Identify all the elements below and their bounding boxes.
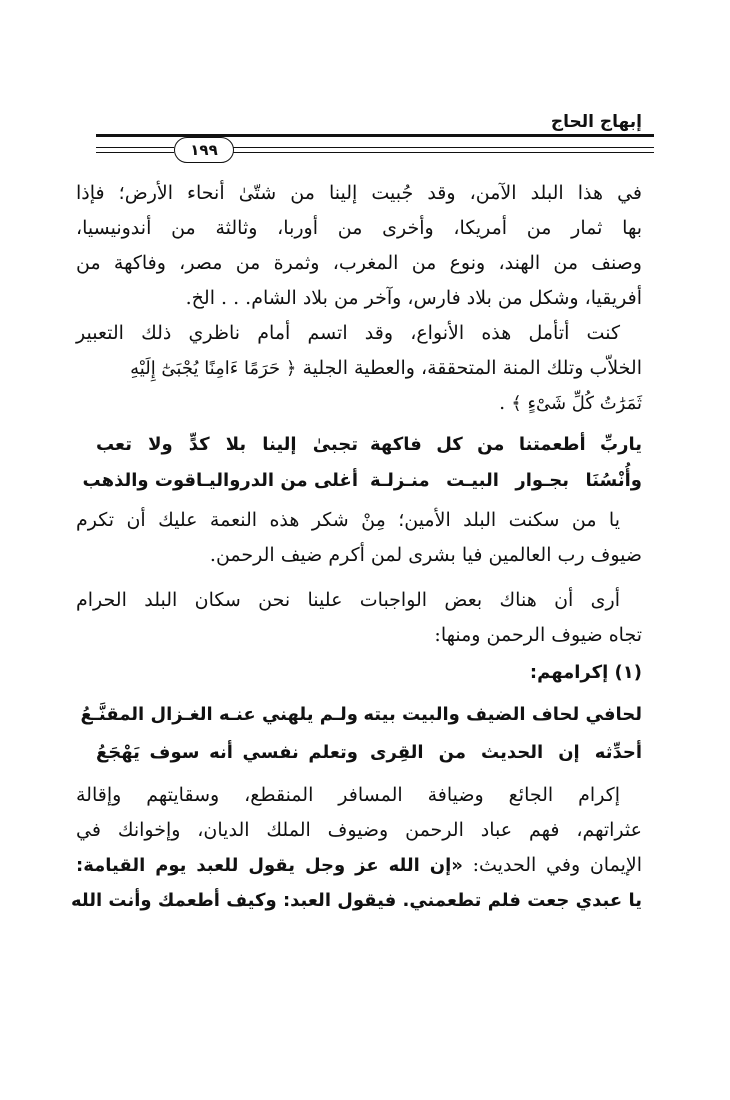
- hadith-quote-start: «إن الله عز وجل يقول للعبد يوم القيامة:: [76, 855, 463, 876]
- paragraph-1-line-2: بها ثمار من أمريكا، وأخرى من أوربا، وثالثة من أندونيسيا،: [76, 217, 642, 239]
- header-rule-thick: [96, 134, 654, 137]
- header-rule-right: [232, 147, 654, 153]
- paragraph-5-line-3: [76, 850, 642, 881]
- paragraph-5-text: الإيمان وفي الحديث:: [472, 854, 642, 876]
- header-rule-left: [96, 147, 174, 153]
- paragraph-3-line-2: ضيوف رب العالمين فيا بشرى لمن أكرم ضيف الرحمن.: [209, 544, 642, 566]
- paragraph-4-line-1: أرى أن هناك بعض الواجبات علينا نحن سكان البلد الحرام: [76, 589, 620, 611]
- paragraph-2-line-2: [130, 353, 642, 384]
- quran-verse-part-1: ﴿ حَرَمًا ءَامِنًا يُجْبَىٰٓ إِلَيْهِ: [130, 358, 297, 379]
- paragraph-5-line-2: عثراتهم، فهم عباد الرحمن وضيوف الملك الديان، وإخوانك في: [76, 819, 642, 841]
- paragraph-2-text: الخلاّب وتلك المنة المتحققة، والعطية الجلية: [302, 357, 642, 379]
- paragraph-1-line-3: وصنف من الهند، ونوع من المغرب، وثمرة من مصر، وفاكهة من: [76, 252, 642, 274]
- paragraph-5-line-4: يا عبدي جعت فلم تطعمني. فيقول العبد: وكيف أطعمك وأنت الله: [70, 890, 642, 911]
- poem-1-verse-1-right: ياربِّ أطعمتنا من كل فاكهة: [370, 434, 642, 455]
- paragraph-4-line-2: تجاه ضيوف الرحمن ومنها:: [434, 624, 642, 646]
- paragraph-1-line-1: في هذا البلد الآمن، وقد جُبيت إلينا من شتّىٰ أنحاء الأرض؛ فإذا: [76, 182, 642, 204]
- poem-2-verse-1-left: ولـم يلهني عنـه الغـزال المقنَّـعُ: [80, 704, 358, 725]
- paragraph-3-line-1: يا من سكنت البلد الأمين؛ مِنْ شكر هذه النعمة عليك أن تكرم: [76, 509, 620, 531]
- paragraph-2-line-3: [499, 388, 642, 419]
- poem-2-verse-1-right: لحافي لحاف الضيف والبيت بيته: [363, 704, 642, 725]
- poem-1-verse-1-left: تجبىٰ إلينا بلا كدٍّ ولا تعب: [96, 434, 358, 455]
- poem-1-verse-2-right: وأُنْسُنَا بجـوار البيـت منـزلـة: [370, 470, 642, 491]
- section-heading: (١) إكرامهم:: [529, 662, 642, 683]
- paragraph-2-line-1: كنت أتأمل هذه الأنواع، وقد اتسم أمام ناظري ذلك التعبير: [76, 322, 620, 344]
- poem-2-verse-2-right: أحدِّثه إن الحديث من القِرى: [370, 742, 642, 763]
- running-header-title: إبهاج الحاج: [550, 112, 642, 132]
- paragraph-2-period: .: [499, 392, 506, 414]
- poem-2-verse-2-left: وتعلم نفسي أنه سوف يَهْجَعُ: [96, 742, 358, 763]
- paragraph-5-line-1: إكرام الجائع وضيافة المسافر المنقطع، وسقايتهم وإقالة: [76, 784, 620, 806]
- page-number: ١٩٩: [174, 137, 234, 163]
- paragraph-1-line-4: أفريقيا، وشكل من بلاد فارس، وآخر من بلاد الشام. . . الخ.: [185, 287, 642, 309]
- poem-1-verse-2-left: أغلى من الدرواليـاقوت والذهب: [82, 470, 358, 491]
- quran-verse-part-2: ثَمَرَٰتُ كُلِّ شَىْءٍ ﴾: [511, 393, 642, 414]
